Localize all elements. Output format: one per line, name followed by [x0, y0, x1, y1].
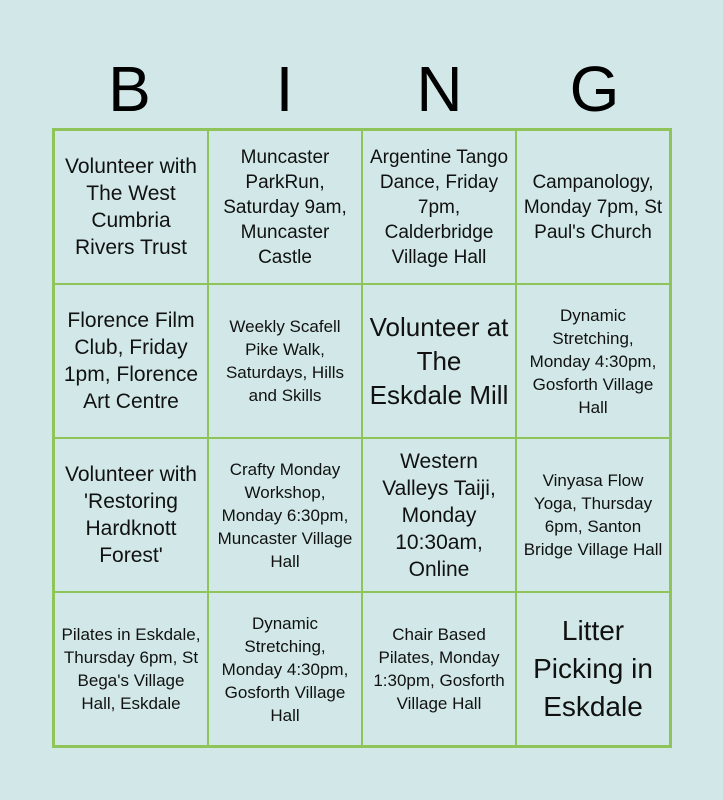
bingo-cell [362, 592, 516, 746]
bingo-cell-text: Volunteer with The West Cumbria Rivers Trust [65, 155, 197, 259]
bingo-cell [362, 438, 516, 592]
bingo-cell [516, 130, 670, 284]
header-letter-n: N [416, 53, 463, 125]
bingo-cell [208, 130, 362, 284]
bingo-cell [54, 438, 208, 592]
header-letter-b: B [108, 53, 151, 125]
bingo-cell-text: Campanology, Monday 7pm, St Paul's Church [523, 171, 663, 243]
bingo-cell [54, 284, 208, 438]
bingo-cell-text: Litter Picking in Eskdale [533, 615, 653, 722]
bingo-cell-text: Pilates in Eskdale, Thursday 6pm, St Bega's Village Hall, Eskdale [61, 625, 201, 713]
bingo-cell-text: Dynamic Stretching, Monday 4:30pm, Gosforth Village Hall [221, 613, 349, 725]
bingo-cell-text: Florence Film Club, Friday 1pm, Florence Art Centre [63, 309, 199, 413]
bingo-cell [208, 284, 362, 438]
bingo-cell [208, 438, 362, 592]
bingo-cell-text: Argentine Tango Dance, Friday 7pm, Calderbridge Village Hall [369, 146, 509, 268]
header-letter-g: G [569, 53, 620, 125]
header-letter-i: I [275, 53, 294, 125]
bingo-cell [54, 130, 208, 284]
bingo-cell-text: Muncaster ParkRun, Saturday 9am, Muncaster Castle [223, 146, 347, 268]
bingo-cell [54, 592, 208, 746]
bingo-cell-text: Chair Based Pilates, Monday 1:30pm, Gosforth Village Hall [373, 625, 505, 713]
bingo-cell-text: Crafty Monday Workshop, Monday 6:30pm, Muncaster Village Hall [217, 459, 353, 571]
bingo-cell-text: Vinyasa Flow Yoga, Thursday 6pm, Santon Bridge Village Hall [523, 471, 663, 559]
bingo-cell [362, 130, 516, 284]
bingo-cell [208, 592, 362, 746]
bingo-cell-text: Weekly Scafell Pike Walk, Saturdays, Hills and Skills [225, 317, 345, 405]
bingo-cell [362, 284, 516, 438]
bingo-header [52, 50, 672, 128]
bingo-cell-text: Dynamic Stretching, Monday 4:30pm, Gosforth Village Hall [529, 305, 657, 417]
bingo-cell-text: Volunteer at The Eskdale Mill [369, 312, 509, 410]
bingo-cell-text: Volunteer with 'Restoring Hardknott Forest' [65, 463, 197, 567]
bingo-card-grid [52, 128, 672, 748]
bingo-cell [516, 438, 670, 592]
bingo-cell-text: Western Valleys Taiji, Monday 10:30am, Online [382, 449, 496, 581]
bingo-cell [516, 284, 670, 438]
bingo-cell [516, 592, 670, 746]
